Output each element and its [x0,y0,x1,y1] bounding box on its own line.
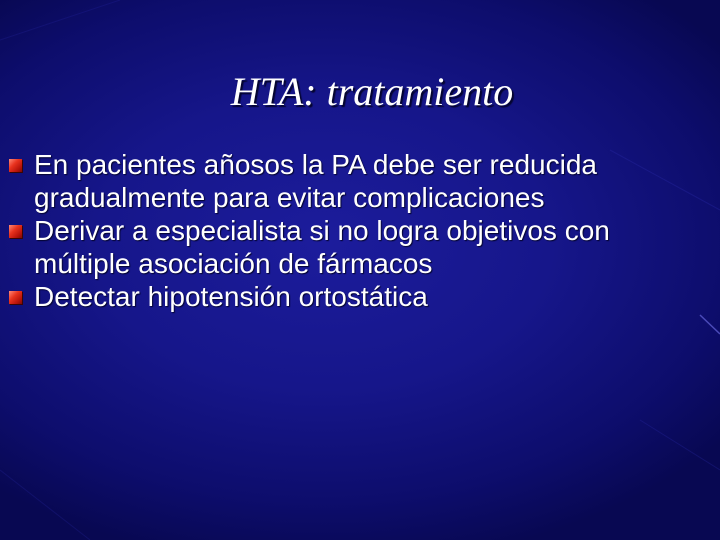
bullet-item [8,214,708,280]
bullet-text: Detectar hipotensión ortostática [34,281,428,312]
bullet-list [8,148,708,313]
bullet-item [8,148,708,214]
square-bullet-icon [9,291,22,304]
bullet-text: Derivar a especialista si no logra objetivos con múltiple asociación de fármacos [34,215,610,279]
slide-title: HTA: tratamiento [230,69,514,114]
square-bullet-icon [9,225,22,238]
bullet-item [8,280,708,313]
square-bullet-icon [9,159,22,172]
bullet-text: En pacientes añosos la PA debe ser reducida gradualmente para evitar complicaciones [34,149,597,213]
